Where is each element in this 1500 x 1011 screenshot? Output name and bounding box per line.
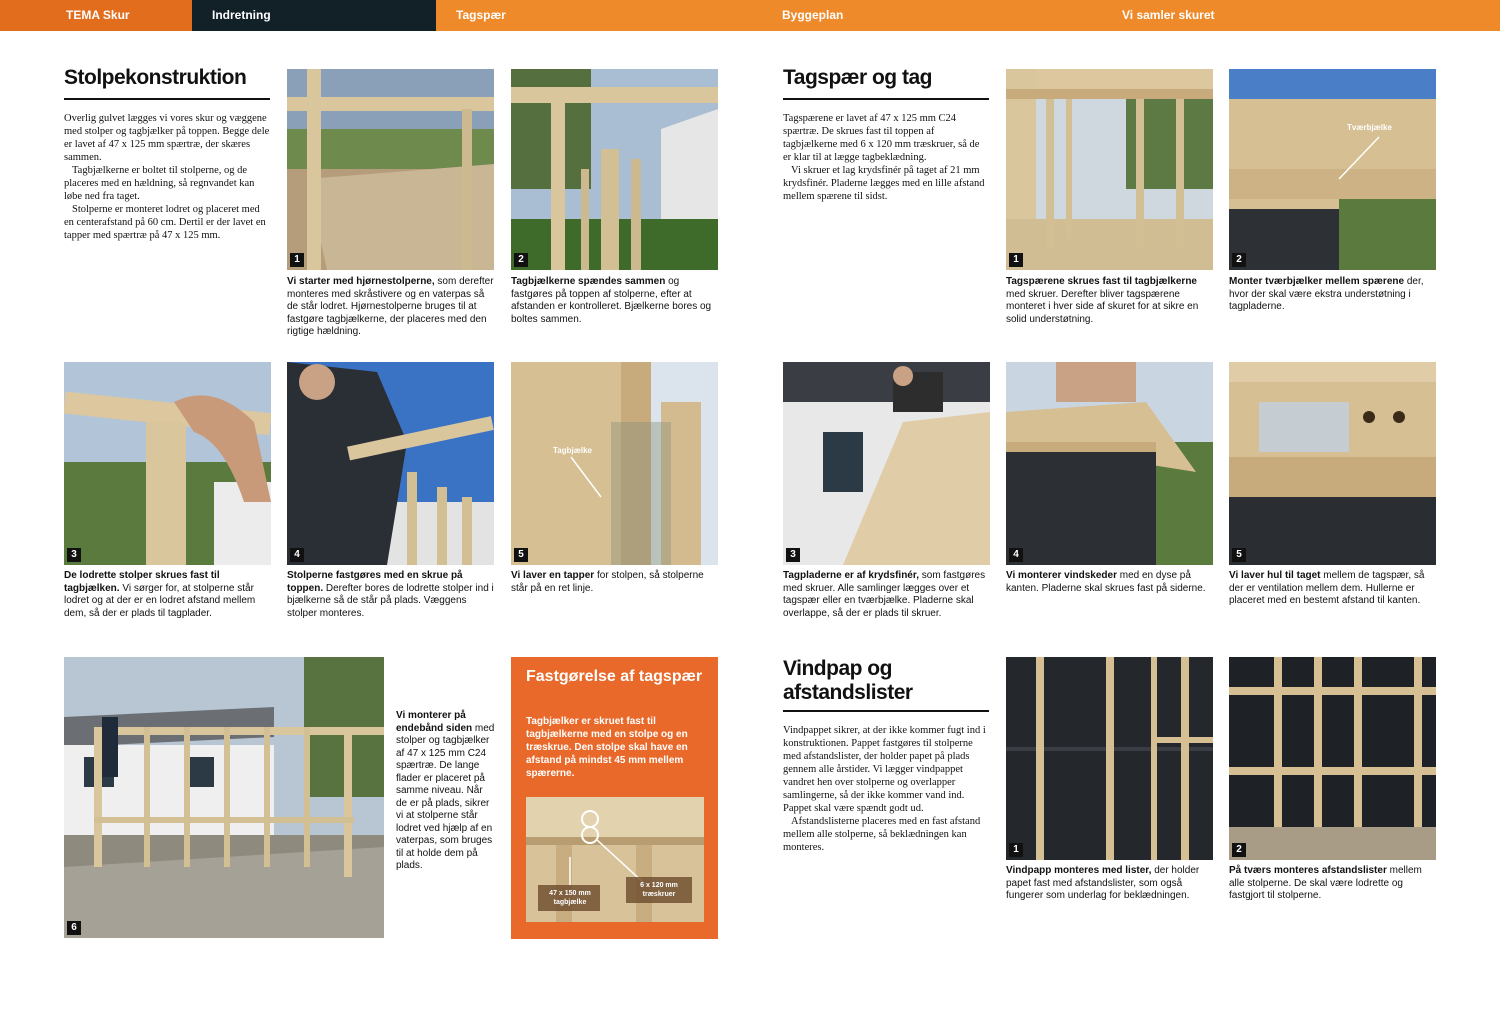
photo-windbreak-step-1 [1006,657,1213,860]
caption-roof-step-2: Monter tværbjælker mellem spærene der, hvor der skal være ekstra understøtning i tagpladerne. [1229,276,1424,312]
tab-tagspaer[interactable]: Tagspær [456,8,506,22]
caption-step-3: De lodrette stolper skrues fast til tagbjælken. Vi sørger for, at stolperne står lodret og at der er en lodret afstand mellem dem, så der er plads til tagplader. [64,570,256,619]
photo-windbreak-step-2 [1229,657,1436,860]
caption-roof-step-4: Vi monterer vindskeder med en dyse på kanten. Pladerne skal skrues fast på siderne. [1006,570,1206,594]
photo-roof-step-3 [783,362,990,565]
caption-windbreak-step-1: Vindpapp monteres med lister, der holder papet fast med afstandslister, som også fungerer som underlag for beklædningen. [1006,865,1200,901]
step-number-badge: 4 [290,548,304,562]
photo-fastening-detail [526,797,704,922]
label-tagbjaelke-size: 47 x 150 mm tagbjælke [549,890,591,906]
title-rule [64,98,270,100]
tab-byggeplan[interactable]: Byggeplan [782,8,844,22]
label-traeskruer-size: 6 x 120 mm træskruer [640,882,678,898]
info-box-title: Fastgørelse af tagspær [526,668,703,685]
caption-step-2: Tagbjælkerne spændes sammen og fastgøres på toppen af stolperne, efter at afstanden er kontrolleret. Bjælkerne bores og boltes sammen. [511,276,712,325]
caption-step-5: Vi laver en tapper for stolpen, så stolperne står på en ret linje. [511,570,704,594]
title-rule [783,98,989,100]
caption-step-6: Vi monterer på endebånd siden med stolper og tagbjælker af 47 x 125 mm C24 spærtræ. De lange flader er placeret på samme niveau. Når de er på plads, sikrer vi at stolperne står lodret ved hjælp af en vaterpas, som bruges til at holde dem på plads. [396,710,495,871]
photo-step-3-studs [64,362,271,565]
step-number-badge: 3 [786,548,800,562]
tab-tema-skur[interactable]: TEMA Skur [0,0,192,31]
photo-roof-step-4 [1006,362,1213,565]
left-intro-text: Overlig gulvet lægges vi vores skur og væggene med stolper og tagbjælker på toppen. Begge dele er lavet af 47 x 125 mm spærtræ, der skæres sammen. Tagbjælkerne er boltet til stolperne, og de placeres med en hældning, så regnvandet kan løbe ned fra taget. Stolperne er monteret lodret og placeret med en centerafstand på 60 cm. Dertil er der lavet en tapper med spærtræ på 47 x 125 mm. [64,113,270,241]
left-section-title: Stolpekonstruktion [64,66,247,89]
caption-roof-step-5: Vi laver hul til taget mellem de tagspær, så der er ventilation mellem dem. Hullerne er placeret med en bestemt afstand til kanten. [1229,570,1425,606]
right-section-title: Tagspær og tag [783,66,932,89]
step-number-badge: 4 [1009,548,1023,562]
title-rule [783,710,989,712]
info-box-text: Tagbjælker er skruet fast til tagbjælkerne med en stolpe og en træskrue. Den stolpe skal have en afstand på mindst 45 mm mellem spærerne. [526,716,688,779]
photo-roof-step-2 [1229,69,1436,270]
step-number-badge: 1 [1009,843,1023,857]
photo-label-tagbjaelke: Tagbjælke [553,446,592,455]
caption-step-4: Stolperne fastgøres med en skrue på toppen. Derefter bores de lodrette stolper ind i bjælkerne så de står på plads. Væggens stolper monteres. [287,570,494,619]
step-number-badge: 1 [290,253,304,267]
photo-roof-step-1 [1006,69,1213,270]
step-number-badge: 1 [1009,253,1023,267]
right-intro-text: Tagspærene er lavet af 47 x 125 mm C24 spærtræ. De skrues fast til toppen af tagbjælkerne med 6 x 120 mm træskruer, så de er klar til at lægge tagbeklædning. Vi skruer et lag krydsfinér på taget af 21 mm krydsfinér. Pladerne lægges med en lille afstand mellem spærene til sidst. [783,113,985,202]
caption-windbreak-step-2: På tværs monteres afstandslister mellem alle stolperne. De skal være lodrette og fastgjort til stolperne. [1229,865,1422,901]
photo-step-5-tenon [511,362,718,565]
right-section-title-2: Vindpap og afstandslister [783,657,913,704]
step-number-badge: 2 [514,253,528,267]
right-intro-text-2: Vindpappet sikrer, at der ikke kommer fugt ind i konstruktionen. Pappet fastgøres til stolperne med afstandslister, der holder papet på plads gennem alle årstider. Vi lægger vindpappet vandret hen over stolperne og overlapper samlingerne, så der ikke kommer vand ind. Pappet skal være spændt godt ud. Afstandslisterne placeres med en fast afstand mellem alle stolperne, så beklædningen kan monteres. [783,725,986,853]
step-number-badge: 2 [1232,843,1246,857]
photo-step-4-fastening [287,362,494,565]
info-box-fastgoerelse [511,657,718,939]
caption-step-1: Vi starter med hjørnestolperne, som derefter monteres med skråstivere og en vaterpas så de står lodret. Hjørnestolperne bruges til at fastgøre tagbjælkerne, der placeres med den rigtige hældning. [287,276,494,337]
step-number-badge: 6 [67,921,81,935]
tab-vi-samler-skuret[interactable]: Vi samler skuret [1122,8,1215,22]
photo-label-tvaerbjaelke: Tværbjælke [1347,123,1392,132]
photo-step-6-frame-overview [64,657,384,938]
step-number-badge: 3 [67,548,81,562]
photo-step-2-roof-beams [511,69,718,270]
step-number-badge: 5 [1232,548,1246,562]
tab-indretning[interactable]: Indretning [192,0,436,31]
step-number-badge: 5 [514,548,528,562]
photo-step-1-corner-posts [287,69,494,270]
caption-roof-step-1: Tagspærene skrues fast til tagbjælkerne med skruer. Derefter bliver tagspærene monteret i hver side af skuret for at sikre en solid understøtning. [1006,276,1199,325]
caption-roof-step-3: Tagpladerne er af krydsfinér, som fastgøres med skruer. Alle samlinger lægges over et tagspær eller en tværbjælke. Pladerne skal overlappe, så der er plads til skruer. [783,570,986,619]
step-number-badge: 2 [1232,253,1246,267]
photo-roof-step-5 [1229,362,1436,565]
